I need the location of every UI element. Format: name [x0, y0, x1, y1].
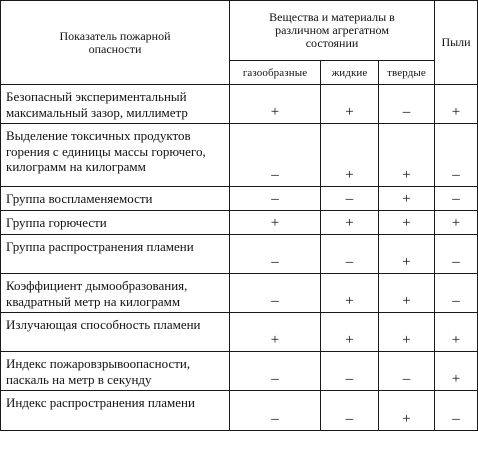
table-row [1, 85, 478, 124]
applicability-dust: + [435, 352, 478, 391]
applicability-gaseous: – [230, 124, 321, 187]
applicability-liquid: + [321, 85, 379, 124]
applicability-solid: – [379, 85, 435, 124]
applicability-dust: + [435, 85, 478, 124]
applicability-liquid: + [321, 313, 379, 352]
applicability-solid: + [379, 211, 435, 235]
applicability-solid: + [379, 187, 435, 211]
table-body [1, 85, 478, 431]
header-parameter [1, 1, 230, 85]
applicability-dust: – [435, 124, 478, 187]
applicability-gaseous: + [230, 211, 321, 235]
applicability-liquid: + [321, 124, 379, 187]
parameter-name: Группа горючести [1, 211, 230, 235]
applicability-solid: + [379, 391, 435, 431]
parameter-name: Коэффициент дымообразования, квадратный метр на килограмм [1, 274, 230, 313]
parameter-name: Излучающая способность пламени [1, 313, 230, 352]
applicability-gaseous: – [230, 235, 321, 274]
applicability-gaseous: + [230, 313, 321, 352]
header-parameter-text: Показатель пожарной опасности [59, 28, 171, 56]
applicability-liquid: – [321, 235, 379, 274]
applicability-liquid: – [321, 187, 379, 211]
parameter-name: Выделение токсичных продуктов горения с единицы массы горючего, килограмм на килограмм [1, 124, 230, 187]
applicability-dust: – [435, 274, 478, 313]
applicability-liquid: + [321, 211, 379, 235]
table-row [1, 187, 478, 211]
applicability-dust: + [435, 313, 478, 352]
applicability-solid: + [379, 274, 435, 313]
table-row [1, 235, 478, 274]
table-row [1, 211, 478, 235]
applicability-gaseous: – [230, 352, 321, 391]
header-gaseous: газообразные [230, 61, 321, 85]
header-solid: твердые [379, 61, 435, 85]
applicability-dust: – [435, 235, 478, 274]
parameter-name: Индекс пожаровзрывоопасности, паскаль на метр в секунду [1, 352, 230, 391]
parameter-name: Безопасный экспериментальный максимальный зазор, миллиметр [1, 85, 230, 124]
applicability-dust: – [435, 391, 478, 431]
applicability-solid: + [379, 124, 435, 187]
header-materials-group [230, 1, 435, 61]
applicability-gaseous: – [230, 274, 321, 313]
applicability-gaseous: – [230, 187, 321, 211]
applicability-liquid: + [321, 274, 379, 313]
table-row [1, 352, 478, 391]
table-row [1, 124, 478, 187]
parameter-name: Группа воспламеняемости [1, 187, 230, 211]
table-row [1, 274, 478, 313]
applicability-liquid: – [321, 391, 379, 431]
header-materials-group-text: Вещества и материалы в различном агрегатном состоянии [269, 10, 395, 50]
header-dust: Пыли [435, 1, 478, 85]
applicability-liquid: – [321, 352, 379, 391]
table-row [1, 391, 478, 431]
applicability-gaseous: + [230, 85, 321, 124]
applicability-dust: + [435, 211, 478, 235]
applicability-solid: + [379, 313, 435, 352]
parameter-name: Индекс распространения пламени [1, 391, 230, 431]
header-liquid: жидкие [321, 61, 379, 85]
parameter-name: Группа распространения пламени [1, 235, 230, 274]
applicability-gaseous: – [230, 391, 321, 431]
table-row [1, 313, 478, 352]
applicability-solid: – [379, 352, 435, 391]
applicability-dust: – [435, 187, 478, 211]
applicability-solid: + [379, 235, 435, 274]
